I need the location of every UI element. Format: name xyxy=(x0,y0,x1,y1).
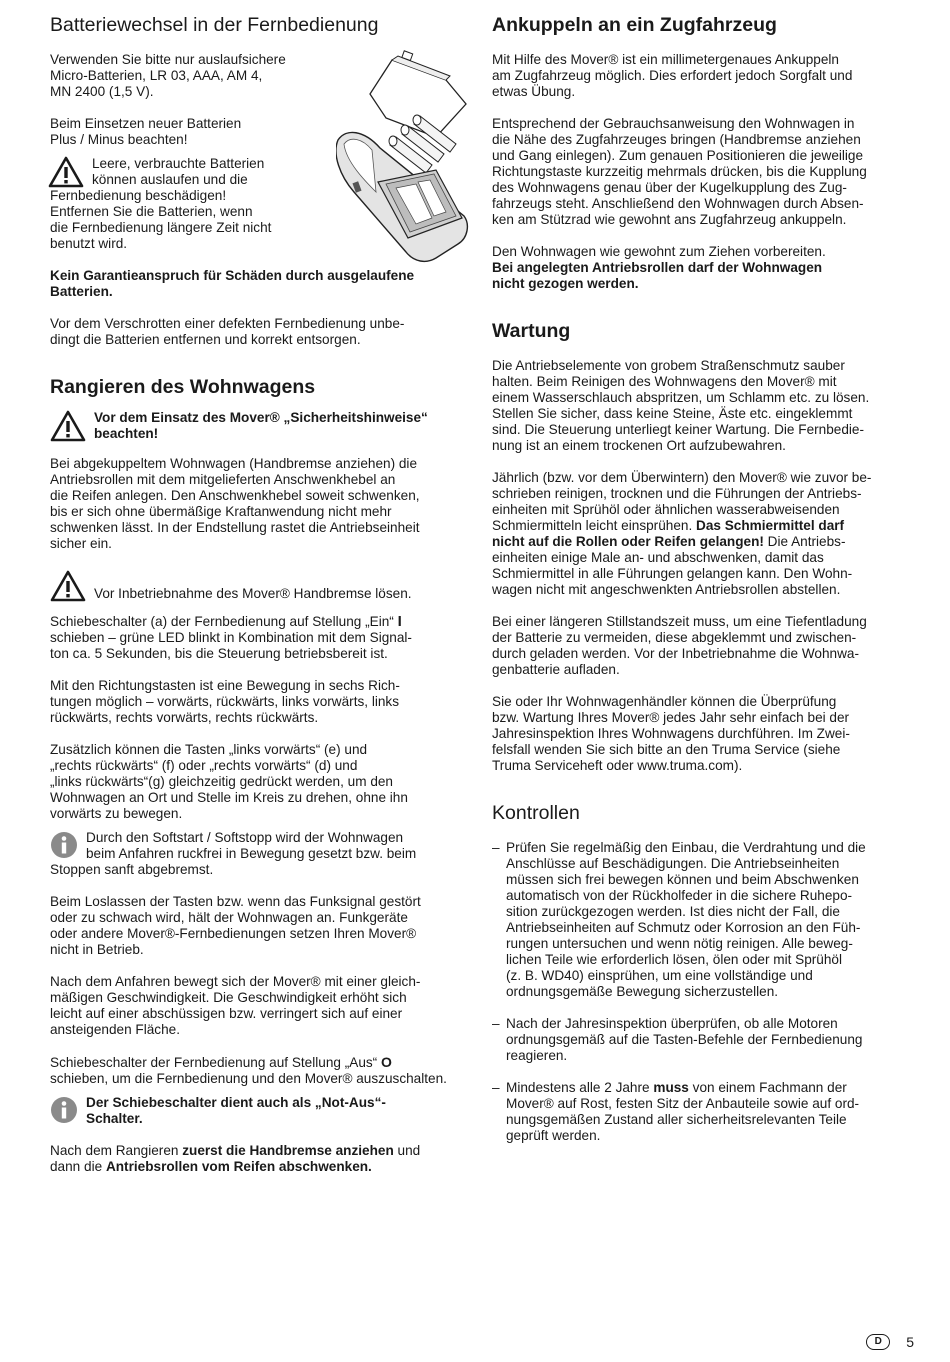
maintenance-paragraph-4: Sie oder Ihr Wohnwagenhändler können die Überprüfung bzw. Wartung Ihres Mover® jedes Jahr sehr einfach bei der Jahresinspektion Ihres Wohnwagens durchführen. Im Zwei- felsfall wenden Sie sich bitte an den Truma Service (siehe Truma Serviceheft oder www.truma.com). xyxy=(492,694,850,773)
maneuver-paragraph-1: Bei abgekuppeltem Wohnwagen (Handbremse anziehen) die Antriebsrollen mit dem mitgelieferten Anschwenkhebel an die Reifen anlegen. Den Anschwenkhebel soweit schwenken, bis er sich ohne übermäßige Kraftanwendung nicht mehr schwenken lässt. In der Endstellung rastet die Antriebseinheit sicher ein. xyxy=(50,456,420,551)
checks-list xyxy=(492,840,912,1144)
warning-icon xyxy=(48,156,84,188)
warning-icon xyxy=(50,570,86,602)
speed-paragraph: Nach dem Anfahren bewegt sich der Mover® mit einer gleich- mäßigen Geschwindigkeit. Die Geschwindigkeit erhöht sich leicht auf einer abschüssigen bzw. verringert sich auf einer ansteigenden Fläche. xyxy=(50,974,421,1037)
safety-warning: Vor dem Einsatz des Mover® „Sicherheitshinweise“ beachten! xyxy=(50,410,470,442)
checks-heading: Kontrollen xyxy=(492,802,580,824)
no-warranty-note: Kein Garantieanspruch für Schäden durch ausgelaufene Batterien. xyxy=(50,268,415,299)
after-maneuver-paragraph: Nach dem Rangieren zuerst die Handbremse anziehen und dann die Antriebsrollen vom Reifen abschwenken. xyxy=(50,1143,421,1174)
battery-insert-note: Beim Einsetzen neuer Batterien Plus / Minus beachten! xyxy=(50,116,242,147)
language-badge: D xyxy=(866,1334,890,1350)
directions-paragraph: Mit den Richtungstasten ist eine Bewegung in sechs Rich- tungen möglich – vorwärts, rückwärts, links vorwärts, links rückwärts, rechts vorwärts, rechts rückwärts. xyxy=(50,678,400,725)
switch-off-paragraph: Schiebeschalter der Fernbedienung auf Stellung „Aus“ O schieben, um die Fernbedienung und den Mover® auszuschalten. xyxy=(50,1054,447,1086)
right-column xyxy=(492,12,912,1144)
list-item: – Nach der Jahresinspektion überprüfen, ob alle Motoren ordnungsgemäß auf die Tasten-Befehle der Fernbedienung reagieren. xyxy=(492,1016,912,1064)
coupling-paragraph-3: Den Wohnwagen wie gewohnt zum Ziehen vorbereiten. Bei angelegten Antriebsrollen darf der Wohnwagen nicht gezogen werden. xyxy=(492,244,826,291)
page-number: 5 xyxy=(906,1334,914,1350)
coupling-paragraph-2: Entsprechend der Gebrauchsanweisung den Wohnwagen in die Nähe des Zugfahrzeuges bringen (Handbremse anziehen und Gang einlegen). Zum genauen Positionieren die jeweilige Richtungstaste kurzzeitig mehrmals drücken, bis die Kupplung des Wohnwagens genau über der Kugelkupplung des Zug- fahrzeugs steht. Anschließend den Wohnwagen durch Absen- ken am Stützrad wie gewohnt ans Zugfahrzeug ankuppeln. xyxy=(492,116,867,227)
info-icon xyxy=(50,1095,78,1125)
on-symbol: I xyxy=(397,613,402,630)
maintenance-paragraph-3: Bei einer längeren Stillstandszeit muss, um eine Tiefentladung der Batterie zu vermeiden, diese abgeklemmt und zwischen- durch geladen werden. Vor der Inbetriebnahme die Wohnwa- genbatterie aufladen. xyxy=(492,614,867,677)
warning-icon xyxy=(50,410,86,442)
emergency-stop-info: Der Schiebeschalter dient auch als „Not-Aus“- Schalter. xyxy=(50,1095,470,1127)
coupling-heading: Ankuppeln an ein Zugfahrzeug xyxy=(492,14,777,36)
remote-control-illustration xyxy=(336,42,470,270)
battery-intro: Verwenden Sie bitte nur auslaufsichere Micro-Batterien, LR 03, AAA, AM 4, MN 2400 (1,5 V). xyxy=(50,52,286,99)
rotate-paragraph: Zusätzlich können die Tasten „links vorwärts“ (e) und „rechts rückwärts“ (f) oder „rechts vorwärts“ (d) und „links rückwärts“(g) gleichzeitig gedrückt werden, um den Wohnwagen an Ort und Stelle im Kreis zu drehen, ohne ihn vorwärts zu bewegen. xyxy=(50,742,408,821)
off-symbol: O xyxy=(381,1054,392,1070)
switch-on-paragraph: Schiebeschalter (a) der Fernbedienung auf Stellung „Ein“ I schieben – grüne LED blinkt in Kombination mit dem Signal- ton ca. 5 Sekunden, bis die Steuerung betriebsbereit ist. xyxy=(50,613,412,661)
maintenance-paragraph-1: Die Antriebselemente von grobem Straßenschmutz sauber halten. Beim Reinigen des Wohnwagens den Mover® mit einem Wasserschlauch abspritzen, um Schlamm etc. zu lösen. Stellen Sie sicher, dass keine Steine, Äste etc. eingeklemmt sind. Die Steuerung unterliegt keiner Wartung. Die Fernbedie- nung ist an einem trockenen Ort aufzubewahren. xyxy=(492,358,870,453)
coupling-paragraph-1: Mit Hilfe des Mover® ist ein millimetergenaues Ankuppeln am Zugfahrzeug möglich. Dies erfordert jedoch Sorgfalt und etwas Übung. xyxy=(492,52,853,99)
softstart-info: Durch den Softstart / Softstopp wird der Wohnwagen beim Anfahren ruckfrei in Bewegung gesetzt bzw. beim Stoppen sanft abgebremst. xyxy=(50,830,417,877)
signal-loss-paragraph: Beim Loslassen der Tasten bzw. wenn das Funksignal gestört oder zu schwach wird, hält der Wohnwagen an. Funkgeräte oder andere Mover®-Fernbedienungen setzen Ihren Mover® nicht in Betrieb. xyxy=(50,894,421,957)
list-item: – Prüfen Sie regelmäßig den Einbau, die Verdrahtung und die Anschlüsse auf Beschädigungen. Die Antriebseinheiten müssen sich frei bewegen können und beim Abschwenken automatisch von der Rückholfeder in die sichere Ruhepo- sition zurückgezogen werden. Ist dies nicht der Fall, die Antriebseinheiten auf Schmutz oder Korrosion an den Füh- rungen untersuchen und wenn nötig reinigen. Alle beweg- lichen Teile wie erforderlich lösen, ölen oder mit Sprühöl (z. B. WD40) einsprühen, um eine vollständige und ordnungsgemäße Bewegung sicherzustellen. xyxy=(492,840,912,1000)
info-icon xyxy=(50,830,78,860)
battery-warning: Leere, verbrauchte Batterien können auslaufen und die Fernbedienung beschädigen! Entfernen Sie die Batterien, wenn die Fernbedienung längere Zeit nicht benutzt wird. xyxy=(50,156,272,251)
battery-heading: Batteriewechsel in der Fernbedienung xyxy=(50,14,379,36)
maintenance-heading: Wartung xyxy=(492,320,571,342)
disposal-note: Vor dem Verschrotten einer defekten Fernbedienung unbe- dingt die Batterien entfernen und korrekt entsorgen. xyxy=(50,316,405,347)
handbrake-warning: Vor Inbetriebnahme des Mover® Handbremse lösen. xyxy=(50,570,470,602)
maneuver-heading: Rangieren des Wohnwagens xyxy=(50,376,316,398)
page-footer xyxy=(866,1334,914,1350)
list-item: – Mindestens alle 2 Jahre muss von einem Fachmann der Mover® auf Rost, festen Sitz der Anbauteile sowie auf ord- nungsgemäßen Zustand aller sicherheitsrelevanten Teile geprüft werden. xyxy=(492,1080,912,1144)
maintenance-paragraph-2: Jährlich (bzw. vor dem Überwintern) den Mover® wie zuvor be- schrieben reinigen, trocknen und die Führungen der Antriebs- einheiten mit Sprühöl oder ähnlichen wasserabweisenden Schmiermitteln leicht einsprühen. Das Schmiermittel darf nicht auf die Rollen oder Reifen gelangen! Die Antriebs- einheiten einige Male an- und abschwenken, damit das Schmiermittel in alle Führungen gelangen kann. Den Wohn- wagen nicht mit angeschwenkten Antriebsrollen abstellen. xyxy=(492,470,872,597)
